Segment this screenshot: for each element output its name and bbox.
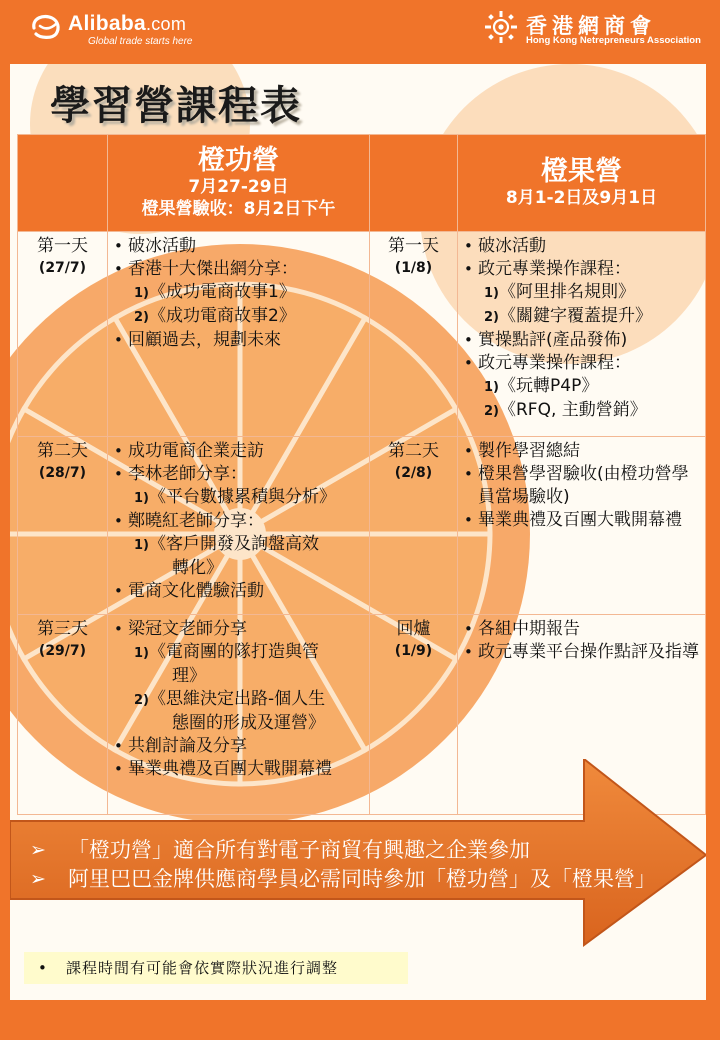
association-name-cn: 香港網商會 bbox=[526, 14, 656, 38]
bullet-icon: • bbox=[38, 959, 47, 977]
sub-item bbox=[114, 641, 367, 665]
sub-item-number: 1) bbox=[134, 286, 149, 301]
list-item: • 橙果營學習驗收(由橙功營學員當場驗收) bbox=[464, 463, 703, 509]
page-title: 學習營課程表 bbox=[50, 83, 302, 129]
list-item: • 電商文化體驗活動 bbox=[114, 580, 367, 603]
list-item: • 破冰活動 bbox=[114, 235, 367, 258]
day-date: (27/7) bbox=[38, 260, 87, 276]
page-header bbox=[0, 0, 720, 62]
header-blank-cell bbox=[370, 135, 458, 232]
sub-item bbox=[114, 486, 367, 510]
sub-item-number: 1) bbox=[134, 491, 149, 506]
sub-item-text: 《電商團的隊打造與管 bbox=[149, 642, 319, 662]
header-camp2 bbox=[458, 135, 706, 232]
table-row bbox=[18, 232, 706, 437]
camp1-inspection: 橙果營驗收：8月2日下午 bbox=[141, 199, 336, 219]
list-item: • 回顧過去，規劃未來 bbox=[114, 329, 367, 352]
list-item: • 梁冠文老師分享 bbox=[114, 618, 367, 641]
sub-item-text: 《客戶開發及詢盤高效 bbox=[149, 534, 319, 554]
header-blank-cell bbox=[18, 135, 108, 232]
callout-notes bbox=[30, 836, 670, 894]
items-cell bbox=[108, 437, 370, 615]
sub-item bbox=[114, 688, 367, 712]
sub-item-text: 《平台數據累積與分析》 bbox=[149, 487, 336, 507]
sub-item bbox=[114, 305, 367, 329]
footnote-box bbox=[24, 952, 408, 984]
sub-item-text: 《思維決定出路-個人生 bbox=[149, 689, 326, 709]
list-item: • 香港十大傑出網分享： bbox=[114, 258, 367, 281]
list-item: • 畢業典禮及百團大戰開幕禮 bbox=[114, 758, 367, 781]
alibaba-dotcom: .com bbox=[145, 14, 187, 34]
list-item: • 畢業典禮及百團大戰開幕禮 bbox=[464, 509, 703, 532]
sub-item bbox=[464, 281, 703, 305]
list-item: • 李林老師分享： bbox=[114, 463, 367, 486]
day-cell bbox=[18, 437, 108, 615]
list-item: • 政元專業平台操作點評及指導 bbox=[464, 641, 703, 664]
sub-item-continuation: 轉化》 bbox=[172, 558, 223, 578]
sub-item-number: 2) bbox=[484, 404, 499, 419]
sub-item-number: 1) bbox=[484, 286, 499, 301]
sub-item bbox=[114, 281, 367, 305]
camp1-name: 橙功營 bbox=[198, 145, 279, 176]
day-name: 第二天 bbox=[37, 441, 88, 461]
list-item: • 政元專業操作課程： bbox=[464, 258, 703, 281]
sub-item-number: 1) bbox=[484, 380, 499, 395]
list-item: • 共創討論及分享 bbox=[114, 735, 367, 758]
sub-item-text: 《關鍵字覆蓋提升》 bbox=[499, 306, 652, 326]
day-name: 回爐 bbox=[396, 619, 431, 639]
association-name-en: Hong Kong Netrepreneurs Association bbox=[526, 35, 701, 46]
list-item: • 鄭曉紅老師分享： bbox=[114, 510, 367, 533]
items-cell bbox=[458, 437, 706, 615]
camp2-date: 8月1-2日及9月1日 bbox=[505, 188, 658, 208]
sub-item-number: 2) bbox=[134, 310, 149, 325]
day-name: 第一天 bbox=[388, 236, 439, 256]
day-date: (28/7) bbox=[38, 465, 87, 481]
schedule-table bbox=[17, 134, 706, 815]
sub-item-text: 《RFQ, 主動營銷》 bbox=[499, 400, 647, 420]
day-name: 第一天 bbox=[37, 236, 88, 256]
sub-item-text: 《玩轉P4P》 bbox=[499, 376, 599, 396]
day-cell bbox=[18, 232, 108, 437]
footnote-text: 課程時間有可能會依實際狀況進行調整 bbox=[66, 959, 339, 977]
association-emblem-icon bbox=[484, 10, 518, 44]
day-date: (1/8) bbox=[394, 260, 433, 276]
sub-item bbox=[464, 375, 703, 399]
day-cell bbox=[370, 437, 458, 615]
callout-bullet: ➢ 「橙功營」適合所有對電子商貿有興趣之企業參加 bbox=[30, 836, 670, 865]
list-item: • 實操點評(產品發佈) bbox=[464, 329, 703, 352]
list-item: • 成功電商企業走訪 bbox=[114, 440, 367, 463]
day-name: 第二天 bbox=[388, 441, 439, 461]
day-date: (1/9) bbox=[394, 643, 433, 659]
items-cell bbox=[458, 232, 706, 437]
sub-item-continuation: 態圈的形成及運營》 bbox=[172, 713, 325, 733]
camp2-name: 橙果營 bbox=[541, 156, 622, 187]
header-camp1 bbox=[108, 135, 370, 232]
camp1-date: 7月27-29日 bbox=[188, 177, 289, 197]
sub-item bbox=[464, 305, 703, 329]
items-cell bbox=[108, 232, 370, 437]
sub-item bbox=[464, 399, 703, 423]
alibaba-brand: Alibaba bbox=[68, 12, 146, 35]
schedule-panel bbox=[10, 64, 706, 1000]
table-header-row bbox=[18, 135, 706, 232]
day-name: 第三天 bbox=[37, 619, 88, 639]
sub-item bbox=[114, 533, 367, 557]
list-item: • 政元專業操作課程： bbox=[464, 352, 703, 375]
alibaba-tagline: Global trade starts here bbox=[88, 36, 193, 47]
sub-item-number: 2) bbox=[484, 310, 499, 325]
sub-item-number: 1) bbox=[134, 538, 149, 553]
list-item: • 各組中期報告 bbox=[464, 618, 703, 641]
list-item: • 破冰活動 bbox=[464, 235, 703, 258]
list-item: • 製作學習總結 bbox=[464, 440, 703, 463]
sub-item-number: 1) bbox=[134, 646, 149, 661]
sub-item-text: 《阿里排名規則》 bbox=[499, 282, 635, 302]
sub-item-number: 2) bbox=[134, 693, 149, 708]
callout-bullet: ➢ 阿里巴巴金牌供應商學員必需同時參加「橙功營」及「橙果營」 bbox=[30, 865, 670, 894]
table-row bbox=[18, 437, 706, 615]
sub-item-text: 《成功電商故事1》 bbox=[149, 282, 296, 302]
alibaba-smile-icon bbox=[30, 14, 64, 40]
day-date: (29/7) bbox=[38, 643, 87, 659]
day-date: (2/8) bbox=[394, 465, 433, 481]
day-cell bbox=[370, 232, 458, 437]
sub-item-continuation: 理》 bbox=[172, 666, 206, 686]
sub-item-text: 《成功電商故事2》 bbox=[149, 306, 296, 326]
